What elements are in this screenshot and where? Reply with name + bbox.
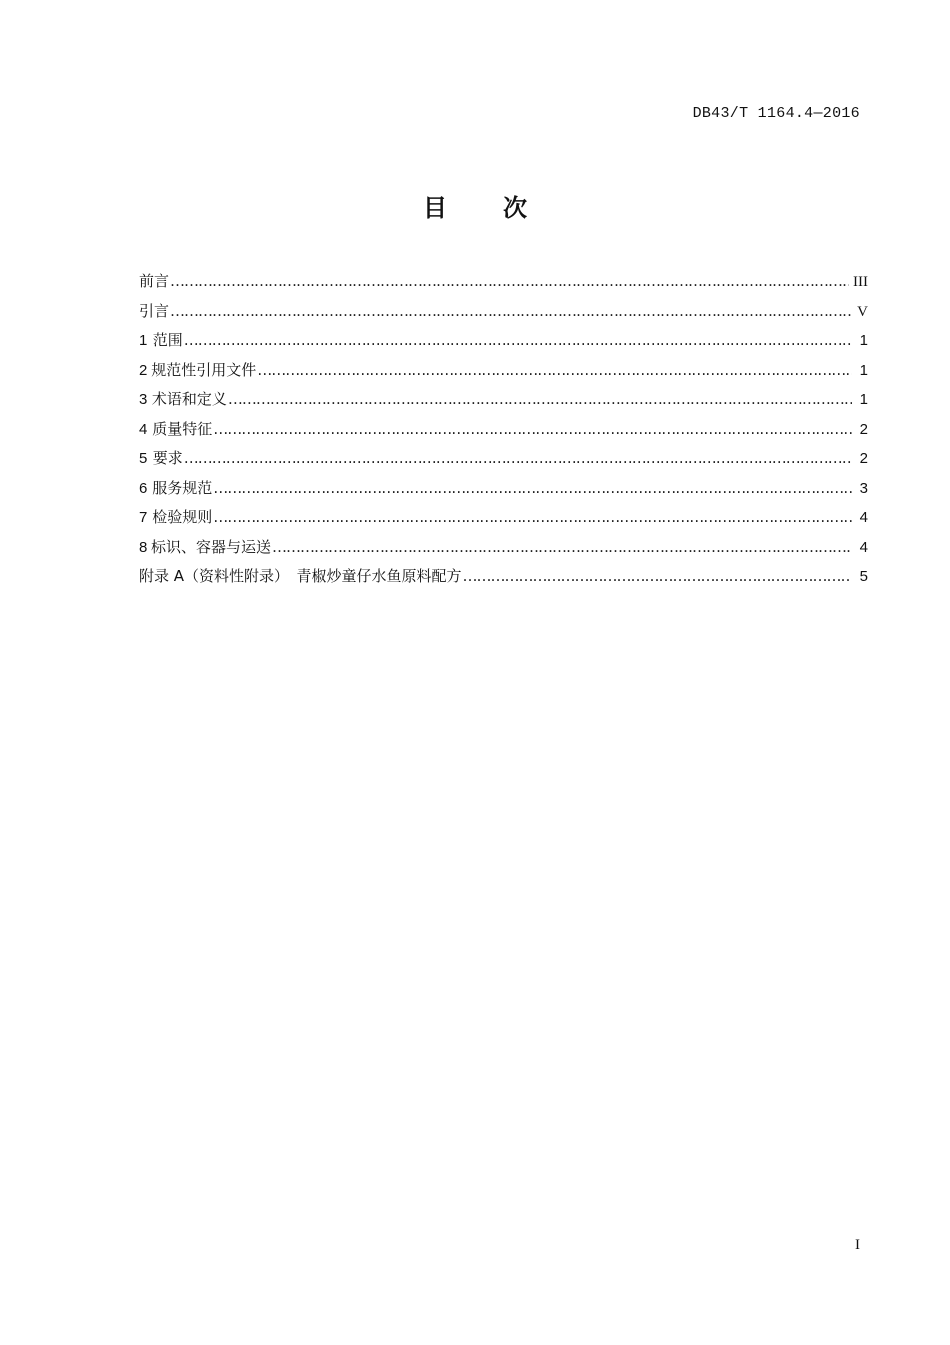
- toc-entry-quality-characteristics[interactable]: [139, 418, 868, 448]
- toc-entry-normative-references[interactable]: [139, 359, 868, 389]
- toc-entry-number: 2: [139, 361, 148, 379]
- toc-leader-dots: [257, 361, 852, 379]
- toc-entry-number: 5: [139, 450, 148, 467]
- toc-entry-requirements[interactable]: [139, 447, 868, 477]
- toc-entry-label: 标识、容器与运送: [150, 537, 271, 556]
- toc-leader-dots: [463, 567, 852, 585]
- toc-entry-label: 前言: [139, 272, 170, 290]
- toc-leader-dots: [228, 390, 852, 408]
- toc-entry-preface[interactable]: [139, 270, 868, 300]
- toc-leader-dots: [184, 449, 852, 467]
- toc-entry-page: 1: [859, 332, 868, 349]
- toc-entry-introduction[interactable]: [139, 300, 868, 330]
- toc-entry-label: 规范性引用文件: [151, 360, 257, 379]
- toc-entry-number: 6: [139, 479, 148, 497]
- toc-entry-number: 3: [139, 391, 148, 408]
- toc-entry-label: 引言: [139, 301, 170, 320]
- table-of-contents: [139, 270, 868, 595]
- toc-leader-dots: [170, 302, 852, 320]
- toc-entry-number: 8: [139, 538, 148, 556]
- toc-entry-label: 质量特征: [152, 419, 213, 438]
- toc-entry-page: 4: [859, 538, 868, 556]
- toc-leader-dots: [213, 479, 852, 497]
- page-title: 目次: [423, 194, 583, 222]
- toc-entry-label: 术语和定义: [151, 390, 227, 408]
- toc-entry-inspection-rules[interactable]: [139, 506, 868, 536]
- toc-entry-number: 1: [139, 332, 148, 349]
- toc-entry-label: 范围: [152, 331, 183, 349]
- toc-entry-terms-definitions[interactable]: [139, 388, 868, 418]
- toc-entry-service-specification[interactable]: [139, 477, 868, 507]
- toc-entry-page: 4: [859, 509, 868, 526]
- toc-leader-dots: [213, 420, 852, 438]
- toc-entry-page: 3: [859, 479, 868, 497]
- toc-entry-label: 检验规则: [152, 508, 213, 526]
- toc-leader-dots: [213, 508, 852, 526]
- toc-leader-dots: [170, 272, 849, 290]
- toc-entry-scope[interactable]: [139, 329, 868, 359]
- toc-entry-page: III: [853, 274, 868, 290]
- toc-entry-label: 要求: [152, 449, 183, 467]
- toc-entry-page: 2: [859, 450, 868, 467]
- toc-leader-dots: [272, 538, 852, 556]
- toc-entry-page: 2: [859, 420, 868, 438]
- toc-entry-label: 服务规范: [152, 478, 213, 497]
- toc-entry-number: 7: [139, 509, 148, 526]
- toc-entry-marking-containers-transport[interactable]: [139, 536, 868, 566]
- toc-entry-page: 1: [859, 391, 868, 408]
- toc-entry-label: 附录 A（资料性附录） 青椒炒童仔水鱼原料配方: [139, 567, 462, 585]
- toc-entry-page: 1: [859, 361, 868, 379]
- toc-entry-page: 5: [859, 568, 868, 585]
- toc-entry-number: 4: [139, 420, 148, 438]
- toc-leader-dots: [184, 331, 852, 349]
- toc-entry-page: V: [857, 303, 868, 320]
- toc-entry-annex-a[interactable]: [139, 565, 868, 595]
- document-code: DB43/T 1164.4—2016: [692, 105, 860, 122]
- page-number: I: [855, 1237, 860, 1253]
